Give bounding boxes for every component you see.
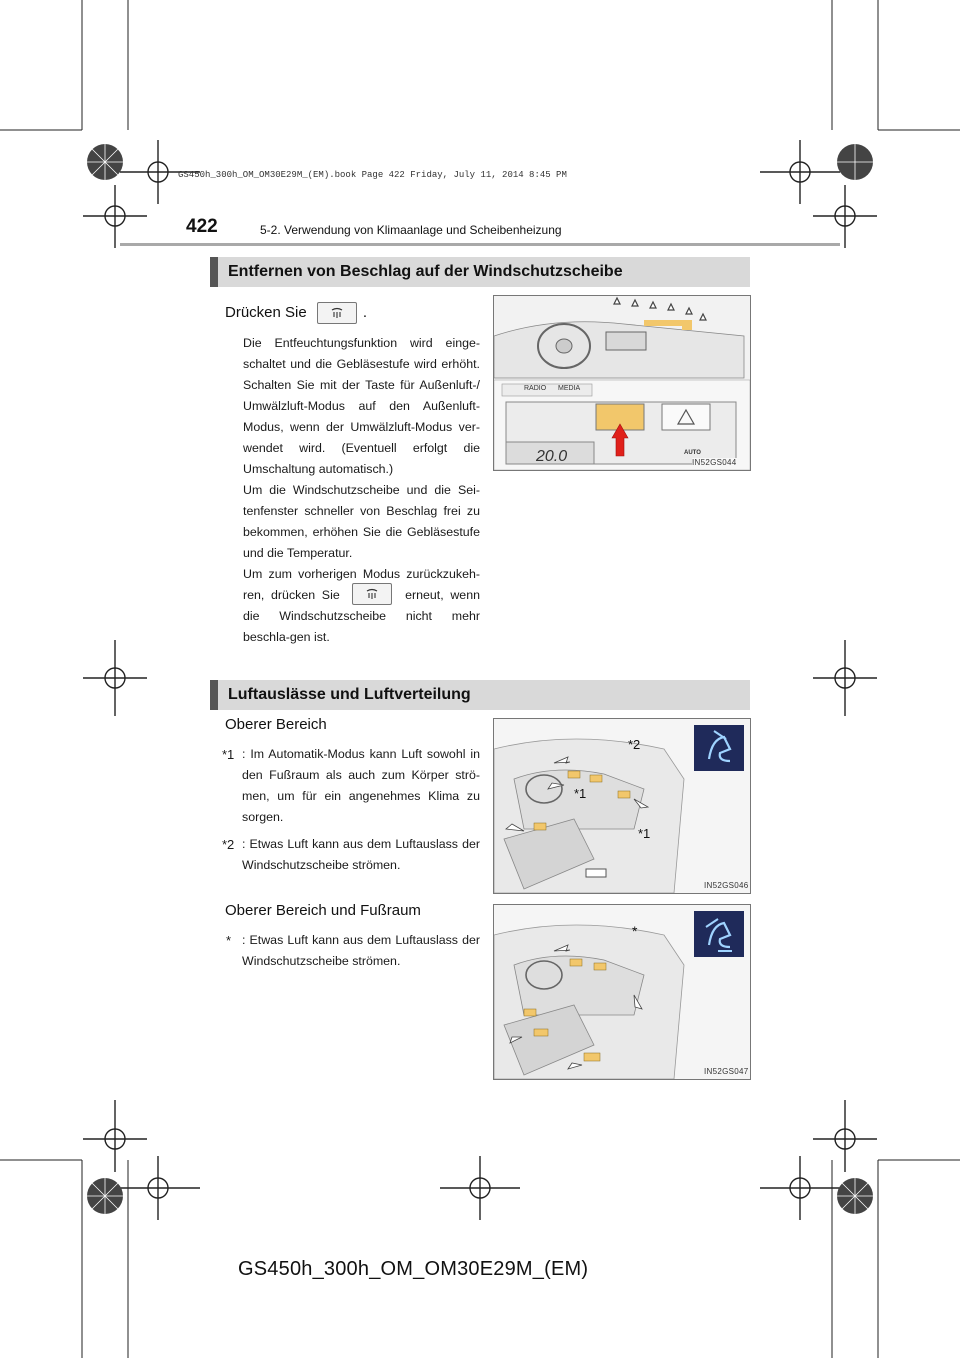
fig-label-star1-b: *1: [638, 826, 651, 841]
defog-paragraph-2: Um die Windschutzscheibe und die Sei-tenfenster schneller von Beschlag frei zu bekommen, erhöhen Sie die Gebläsestufe und die Temperatur.: [243, 483, 480, 560]
figure-code-3: IN52GS047: [704, 1067, 749, 1076]
figure-code-1: IN52GS044: [692, 458, 737, 467]
note-star1: [222, 744, 480, 828]
note-star2: [222, 834, 480, 876]
footer-book-id: GS450h_300h_OM_OM30E29M_(EM): [238, 1258, 589, 1280]
heading-upper-and-footwell: Oberer Bereich und Fußraum: [225, 902, 421, 919]
defog-body: [243, 333, 480, 648]
note-mark-star2: *2: [222, 837, 235, 852]
section-title-air-outlets: Luftauslässe und Luftverteilung: [210, 680, 750, 710]
cabin-airflow-illustration-upper: [494, 719, 750, 893]
figure-upper-area: [493, 718, 751, 894]
note-mark-star: *: [226, 933, 232, 948]
chapter-title: 5-2. Verwendung von Klimaanlage und Scheibenheizung: [260, 223, 562, 237]
step-text-post: .: [362, 303, 368, 321]
panel-label-radio: RADIO: [524, 385, 547, 392]
figure-upper-and-footwell: [493, 904, 751, 1080]
defroster-icon: [330, 306, 344, 320]
auto-label: AUTO: [684, 450, 701, 456]
note-star: [226, 930, 480, 972]
page-number: 422: [186, 216, 218, 237]
panel-label-media: MEDIA: [558, 385, 581, 392]
note-text-star: : Etwas Luft kann aus dem Luftauslass der Windschutzscheibe strömen.: [242, 933, 480, 968]
book-file-info: GS450h_300h_OM_OM30E29M_(EM).book Page 422 Friday, July 11, 2014 8:45 PM: [178, 170, 567, 180]
dashboard-illustration: [494, 296, 750, 470]
cabin-airflow-illustration-foot: [494, 905, 750, 1079]
defog-paragraph-1: Die Entfeuchtungsfunktion wird einge-schaltet und die Gebläsestufe wird erhöht. Schalten Sie mit der Taste für Außenluft-/ Umwälzluft-Modus auf den Außenluft-Modus, wenn der Umwälzluft-Modus ver-wendet wird. (Eventuell erfolgt die Umschaltung automatisch.): [243, 336, 480, 476]
fig-label-star2: *2: [628, 737, 641, 752]
heading-upper-area: Oberer Bereich: [225, 716, 327, 733]
note-text-star2: : Etwas Luft kann aus dem Luftauslass der Windschutzscheibe strömen.: [242, 837, 480, 872]
defroster-button-inline-2: [352, 583, 392, 605]
header-rule: [120, 243, 840, 246]
defroster-icon: [365, 587, 379, 601]
figure-code-2: IN52GS046: [704, 881, 749, 890]
figure-defroster-panel: [493, 295, 751, 471]
step-press-defroster: [225, 302, 367, 324]
step-text-pre: Drücken Sie: [225, 303, 307, 321]
return-text-post: erneut, wenn die Windschutzscheibe nicht mehr beschla-gen ist.: [243, 588, 480, 644]
defroster-button-inline: [317, 302, 357, 324]
fig-label-star: *: [632, 923, 638, 939]
section-title-defog: Entfernen von Beschlag auf der Windschutzscheibe: [210, 257, 750, 287]
return-text-pre: Um zum vorherigen Modus zurückzukeh-ren, drücken Sie: [243, 567, 480, 602]
display-temperature: 20.0: [536, 448, 568, 465]
defog-paragraph-3: [243, 564, 480, 648]
note-text-star1: : Im Automatik-Modus kann Luft sowohl in den Fußraum als auch zum Körper strö-men, um für ein angenehmes Klima zu sorgen.: [242, 747, 480, 824]
fig-label-star1-a: *1: [574, 786, 587, 801]
note-mark-star1: *1: [222, 747, 235, 762]
